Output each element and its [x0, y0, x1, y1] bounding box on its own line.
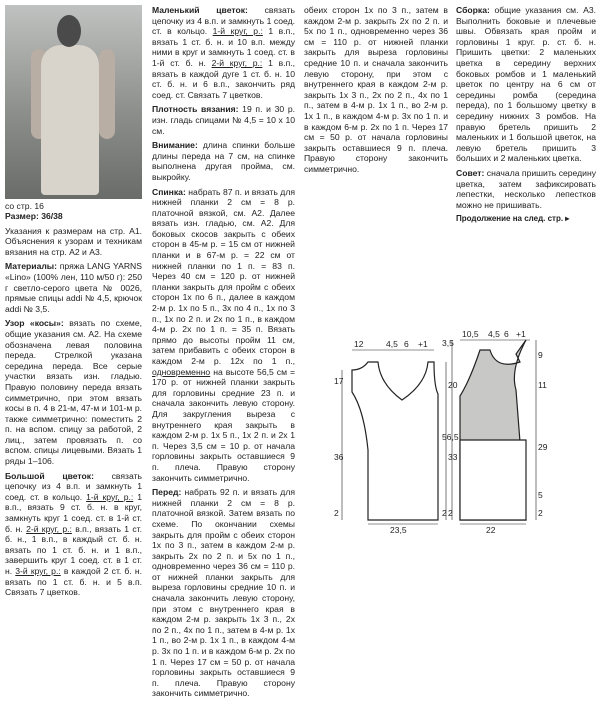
- column-1: [5, 5, 142, 602]
- assembly-section: Сборка: общие указания см. А3. Выполнить боковые и плечевые швы. Обвязать края пройм и горловины 1 круг. р. ст. б. н. Пришить цветки: 2 маленьких цветка в середину верхних боковых ромбов и 1 маленький цветок по центру на 6 см от середины ромба (середина переда), по 1 большому цветку в середину нижних 3 ромбов. На правую бретель пришить 2 маленьких и 1 большой цветок, на левую бретель пришить 3 больших и 2 маленьких цветка.: [456, 5, 596, 164]
- back-right-dim-1: 9: [538, 350, 543, 360]
- photo-caption: со стр. 16: [5, 201, 44, 211]
- back-left-dim-3: 2: [442, 508, 447, 518]
- front-left-dim-3: 2: [334, 508, 339, 518]
- size-line: Размер: 36/38: [5, 211, 63, 221]
- materials-section: Материалы: пряжа LANG YARNS «Lino» (100% лен, 110 м/50 г): 250 г светло-серого цвета № 0026, прямые спицы addi № 4,5, крючок addi № 3,5.: [5, 261, 142, 314]
- continue-link[interactable]: Продолжение на след. стр. ▸: [456, 214, 570, 224]
- intro-text: Указания к размерам на стр. А1. Объяснения к узорам и техникам вязания на стр. А2 и А3.: [5, 225, 142, 257]
- model-photo: [5, 5, 142, 199]
- front-top-dim-1: 12: [354, 339, 364, 349]
- front-bottom-dim: 23,5: [390, 525, 407, 535]
- front-section: Перед: набрать 92 п. и вязать для нижней планки 2 см = 8 р. платочной вязкой. Затем вязать по схеме. По окончании схемы закрыть для пройм с обеих сторон 1х по 3 п., затем в каждом 2-м р. закрыть 2х по 2 п. и 5х по 1 п., одновременно через 36 см = 110 р. от нижней планки закрыть для выреза горловины средние 10 п. и сначала закончить левую сторону, при этом с внутреннего края в каждом 2-м р. закрыть 1х 3 п., 2х по 2 п., 4х по 1 п., затем в 4-м р. 1х 1 п., во 2-м р. 1х 1 п., в каждом 4-м р. 3х по 1 п. и в каждом 6-м р. 2х по 1 п. Через 17 см = 50 р. от начала горловины закрыть оставшиеся 9 п. плеча. Правую сторону закончить симметрично.: [152, 487, 295, 699]
- front-continued: обеих сторон 1х по 3 п., затем в каждом 2-м р. закрыть 2х по 2 п. и 5х по 1 п., одновременно через 36 см = 110 р. от нижней планки закрыть для выреза горловины средние 10 п. и сначала закончить левую сторону, при этом с внутреннего края в каждом 2-м р. закрыть 1х 3 п., 2х по 2 п., 4х по 1 п., затем в 4-м р. 1х 1 п., во 2-м р. 1х 1 п., в каждом 4-м р. 3х по 1 п. и в каждом 6-м р. 2х по 1 п. Через 17 см = 50 р. от начала горловины закрыть оставшиеся 9 п. плеча. Правую сторону закончить симметрично.: [304, 5, 448, 174]
- pattern-diagrams: [330, 330, 601, 619]
- density-section: Плотность вязания: 19 п. и 30 р. изн. гладь спицами № 4,5 = 10 х 10 см.: [152, 104, 295, 136]
- back-section: Спинка: набрать 87 п. и вязать для нижней планки 2 см = 8 р. платочной вязкой, см. А2. Далее вязать изн. гладью, см. А2. Для боковых скосов закрыть с обеих сторон в 45-м р. = 15 см от нижней планки и в 67-м р. = 22 см от нижней планки по 1 п. = 83 п. Через 40 см = 120 р. от нижней планки закрыть для пройм с обеих сторон 1х по 6 п., далее в каждом 2-м р. 1х по 5 п., 3х по 4 п., 1х по 3 п., 1х по 2 п. и 2х по 1 п., в каждом 4-м р. 2х по 1 п. = 35 п. Вязать прямо до высоты пройм 11 см, затем прибавить с обеих сторон в каждом 2-м р. 12х по 1 п., одновременно на высоте 56,5 см = 170 р. от нижней планки закрыть для горловины средние 23 п. и сначала закончить левую сторону. Для закругления выреза с внутреннего края закрыть в каждом 2-м р. 1х 5 п., 1х 2 п. и 2х 1 п. Через 3,5 см = 10 р. от начала горловины закрыть оставшиеся 9 п. плеча. Правую сторону закончить симметрично.: [152, 186, 295, 483]
- back-top-dim-4: +1: [516, 329, 526, 339]
- front-top-dim-2: 4,5: [386, 339, 398, 349]
- front-left-dim-2: 36: [334, 452, 344, 462]
- front-right-dim-1: 20: [448, 380, 458, 390]
- tip-section: Совет: сначала пришить середину цветка, затем зафиксировать лепестки, несколько лепестков можно не пришивать.: [456, 167, 596, 210]
- big-flower-section: Большой цветок: связать цепочку из 4 в.п. и замкнуть 1 соед. ст. в кольцо. 1-й круг, р.: 1 в.п., вязать 9 ст. б. н. в круг, замкнуть круг 1 соед. ст. в 1-й ст. б. н. 2-й круг, р.: в.п., вязать 1 ст. б. н., 1 в.п., в каждый ст. б. н. вязать по 1 ст. б. н. и 1 в.п., завершить круг 1 соед. ст. в 1 ст. н. 3-й круг, р.: в каждой 2 ст. б. н. вязать по 1 ст. б. н. и 5 в.п. Связать 7 цветков.: [5, 470, 143, 598]
- front-right-dim-2: 33: [448, 452, 458, 462]
- back-right-dim-5: 2: [538, 508, 543, 518]
- back-left-dim-2: 56,5: [442, 432, 459, 442]
- pattern-section: Узор «косы»: вязать по схеме, общие указания см. А2. На схеме обозначена левая половина переда. Стрелкой указана середина переда. Все серые участки вязать изн. гладью. Правую половину переда вязать симметрично, при этом вязать косы в п. 4 в 21-м, 47-м и 101-м р. также симметрично: поместить 2 п. на вспом. спицу за работой, 2 лиц., затем провязать п. со вспом. спицы лицевыми. Вязать 1 ряды 1–106.: [5, 318, 142, 467]
- back-left-dim-1: 3,5: [442, 338, 454, 348]
- back-top-dim-1: 10,5: [462, 329, 479, 339]
- column-2: [152, 5, 295, 703]
- attention-section: Внимание: длина спинки больше длины переда на 7 см, на спинке выполнена другая пройма, см. выкройку.: [152, 140, 295, 182]
- small-flower-section: Маленький цветок: связать цепочку из 4 в.п. и замкнуть 1 соед. ст. в кольцо. 1-й круг, р.: 1 в.п., вязать 1 ст. б. н. и 10 в.п. между ними в круг и замкнуть 1 соед. ст. в 1-й ст. б. н. 2-й круг, р.: 1 в.п., вязать в каждой дуге 1 ст. б. н. 10 ст. б. н. и 6 в.п., закончить ряд соед. ст. Связать 7 цветков.: [152, 5, 296, 100]
- back-top-dim-3: 6: [504, 329, 509, 339]
- back-right-dim-3: 29: [538, 442, 548, 452]
- back-bottom-dim: 22: [486, 525, 496, 535]
- column-3: [304, 5, 448, 335]
- front-right-dim-3: 2: [448, 508, 453, 518]
- column-4: [456, 5, 596, 225]
- back-right-dim-2: 11: [538, 380, 547, 390]
- front-top-dim-4: +1: [418, 339, 428, 349]
- front-outline: [352, 362, 438, 520]
- back-top-dim-2: 4,5: [488, 329, 500, 339]
- back-right-dim-4: 5: [538, 490, 543, 500]
- front-left-dim-1: 17: [334, 376, 344, 386]
- front-top-dim-3: 6: [404, 339, 409, 349]
